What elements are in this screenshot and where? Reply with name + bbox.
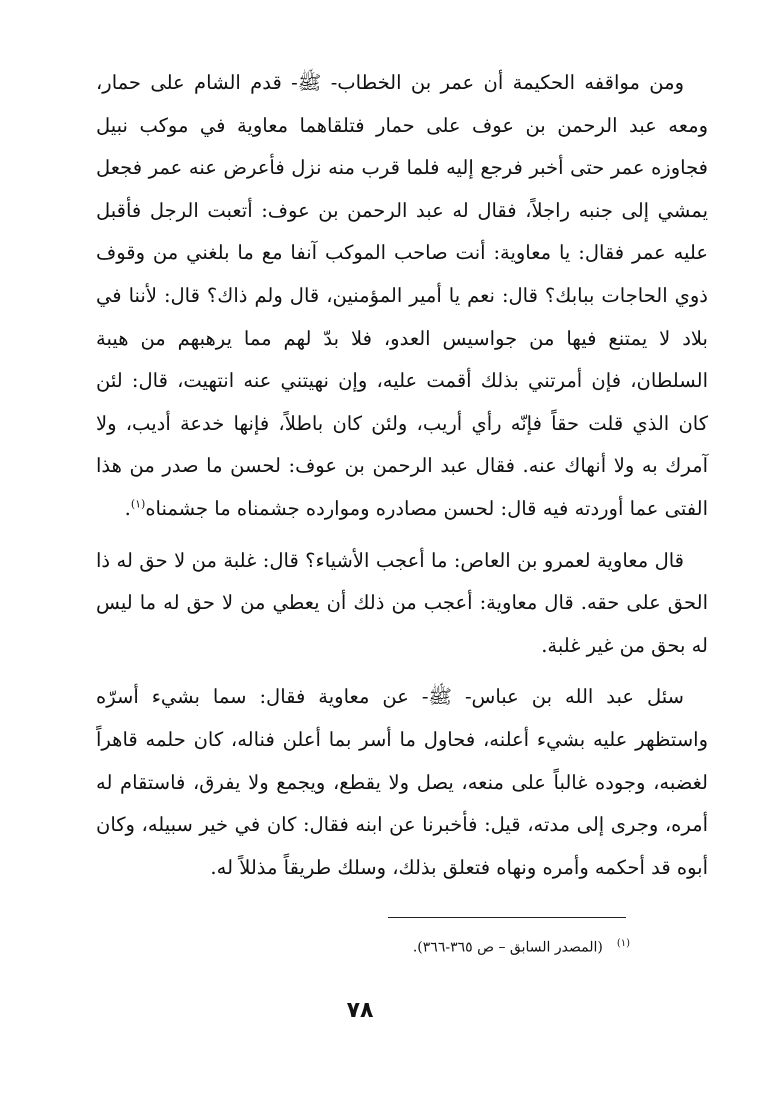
footnote-number: (١) [616,938,630,949]
paragraph-1 [96,62,708,531]
paragraph-3 [96,676,708,889]
page-number: ٧٨ [346,998,374,1023]
paragraph-end: . [124,496,131,520]
footnote [300,934,630,958]
footnote-text: (المصدر السابق – ص ٣٦٥-٣٦٦). [412,939,603,956]
body-text [96,62,708,889]
paragraph-text: قال معاوية لعمرو بن العاص: ما أعجب الأشياء؟ قال: غلبة من لا حق له ذا الحق على حقه. قال معاوية: أعجب من ذلك أن يعطي من لا حق له ما ليس له بحق من غير غلبة. [96,548,708,657]
paragraph-text: سئل عبد الله بن عباس- ﷺ- عن معاوية فقال: سما بشيء أسرّه واستظهر عليه بشيء أعلنه، فحاول ما أسر بما أعلن فناله، كان حلمه قاهراً لغضبه، وجوده غالباً على منعه، يصل ولا يقطع، ويجمع ولا يفرق، فاستقام له أمره، وجرى إلى مدته، قيل: فأخبرنا عن ابنه فقال: كان في خير سبيله، وكان أبوه قد أحكمه وأمره ونهاه فتعلق بذلك، وسلك طريقاً مذللاً له. [96,685,708,879]
footnote-divider [388,917,626,918]
paragraph-2 [96,540,708,668]
paragraph-text: ومن مواقفه الحكيمة أن عمر بن الخطاب- ﷺ- قدم الشام على حمار، ومعه عبد الرحمن بن عوف على حمار فتلقاهما معاوية في موكب نبيل فجاوزه عمر حتى أخبر فرجع إليه فلما قرب منه نزل فأعرض عنه عمر فجعل يمشي إلى جنبه راجلاً، فقال له عبد الرحمن بن عوف: أتعبت الرجل فأقبل عليه عمر فقال: يا معاوية: أنت صاحب الموكب آنفا مع ما بلغني من وقوف ذوي الحاجات ببابك؟ قال: نعم يا أمير المؤمنين، قال ولم ذاك؟ قال: لأننا في بلاد لا يمتنع فيها من جواسيس العدو، فلا بدّ لهم مما يرهبهم من هيبة السلطان، فإن أمرتني بذلك أقمت عليه، وإن نهيتني عنه انتهيت، قال: لئن كان الذي قلت حقاً فإنّه رأي أريب، ولئن كان باطلاً، فإنها خدعة أديب، ولا آمرك به ولا أنهاك عنه. فقال عبد الرحمن بن عوف: لحسن ما صدر من هذا الفتى عما أوردته فيه قال: لحسن مصادره وموارده جشمناه ما جشمناه [96,71,708,520]
footnote-reference[interactable]: (١) [130,497,146,511]
